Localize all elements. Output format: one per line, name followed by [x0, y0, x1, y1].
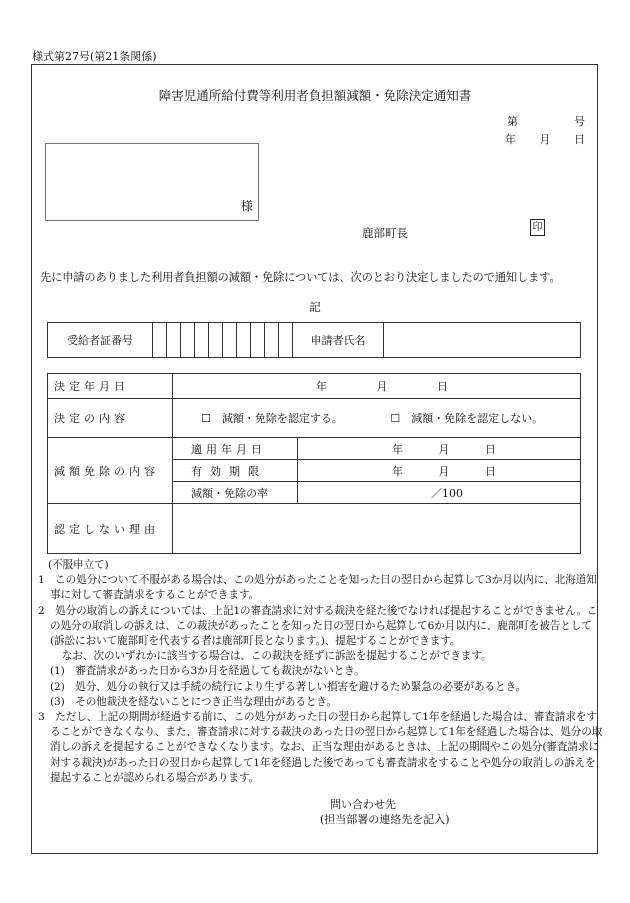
cert-digit-cell[interactable] — [195, 323, 209, 358]
valid-period-label: 有効期限 — [173, 460, 298, 482]
ki-marker: 記 — [309, 300, 321, 314]
decision-table — [47, 373, 581, 554]
rate-field[interactable] — [298, 482, 581, 504]
apply-year: 年 — [392, 442, 403, 456]
year-label: 年 — [505, 133, 516, 146]
intro-text: 先に申請のありました利用者負担額の減額・免除については、次のとおり決定しましたので通知します。 — [40, 271, 561, 284]
cert-digit-cell[interactable] — [153, 323, 167, 358]
note-1: 1 この処分について不服がある場合は、この処分があったことを知った日の翌日から起算して3か月以内に、北海道知事に対して審査請求をすることができます。 — [38, 574, 597, 602]
decision-month: 月 — [376, 380, 388, 393]
decision-content-field — [173, 399, 581, 438]
month-label: 月 — [539, 133, 551, 146]
inquiry-label: 問い合わせ先 — [330, 798, 396, 811]
cert-digit-cell[interactable] — [223, 323, 237, 358]
decision-date-label: 決定年月日 — [48, 374, 173, 399]
seal-mark: 印 — [530, 219, 545, 236]
cert-digit-cell[interactable] — [167, 323, 181, 358]
valid-day: 日 — [485, 464, 496, 478]
day-label: 日 — [574, 133, 585, 146]
note-2-item-1: (1) 審査請求があった日から3か月を経過しても裁決がないとき。 — [50, 665, 365, 678]
valid-month: 月 — [438, 464, 450, 478]
note-2: 2 処分の取消しの訴えについては、上記1の審査請求に対する裁決を経た後でなければ提起することができません。この処分の取消しの訴えは、この裁決があったことを知った日の翌日から起算して6か月以内に、鹿部町を被告として(訴訟において鹿部町を代表する者は鹿部町長となります。)、提起することができます。 — [38, 604, 598, 648]
approve-option[interactable]: ☐ 減額・免除を認定する。 — [201, 412, 343, 425]
cert-digit-cell[interactable] — [209, 323, 223, 358]
decision-date-field[interactable] — [173, 374, 581, 399]
addressee-box[interactable] — [45, 143, 259, 221]
cert-digit-cell[interactable] — [251, 323, 265, 358]
document-title: 障害児通所給付費等利用者負担額減額・免除決定通知書 — [158, 88, 472, 103]
decision-day: 日 — [437, 380, 448, 393]
go-label: 号 — [574, 115, 585, 128]
note-2-supplement: なお、次のいずれかに該当する場合は、この裁決を経ずに訴訟を提起することができます。 — [62, 650, 492, 663]
apply-month: 月 — [438, 442, 450, 456]
cert-digit-cell[interactable] — [265, 323, 279, 358]
apply-date-field[interactable] — [298, 438, 581, 460]
inquiry-block — [320, 797, 450, 827]
issuer-name: 鹿部町長 — [362, 226, 408, 240]
inquiry-note: (担当部署の連絡先を記入) — [320, 813, 450, 826]
cert-digit-cell[interactable] — [279, 323, 293, 358]
applicant-name-field[interactable] — [384, 323, 581, 358]
valid-year: 年 — [392, 464, 403, 478]
cert-number-label: 受給者証番号 — [48, 323, 153, 358]
decision-content-label: 決定の内容 — [48, 399, 173, 438]
reason-label: 認定しない理由 — [48, 504, 173, 554]
reason-field[interactable] — [173, 504, 581, 554]
notes-heading: (不服申立て) — [48, 559, 109, 571]
rate-denominator: ／100 — [431, 486, 463, 500]
note-3: 3 ただし、上記の期間が経過する前に、この処分があった日の翌日から起算して1年を経過した場合は、審査請求をすることができなくなり、また、審査請求に対する裁決のあった日の翌日から起算して1年を経過した場合は、処分の取消しの訴えを提起することができなくなります。なお、正当な理由があるときは、上記の期間やこの処分(審査請求に対する裁決)があった日の翌日から起算して1年を経過した後であっても審査請求をすることや処分の取消しの訴えを提起することが認められる場合があります。 — [38, 711, 603, 784]
document-number-block — [505, 113, 585, 149]
decision-year: 年 — [316, 380, 327, 393]
rate-label: 減額・免除の率 — [173, 482, 298, 504]
appeal-notes — [38, 558, 604, 786]
apply-day: 日 — [485, 442, 496, 456]
cert-digit-cell[interactable] — [237, 323, 251, 358]
note-2-item-2: (2) 処分、処分の執行又は手続の続行により生ずる著しい損害を避けるため緊急の必要があるとき。 — [50, 680, 527, 693]
note-2-item-3: (3) その他裁決を経ないことにつき正当な理由があるとき。 — [50, 695, 337, 708]
recipient-table — [47, 322, 581, 358]
reject-option[interactable]: ☐ 減額・免除を認定しない。 — [390, 412, 544, 425]
apply-date-label: 適用年月日 — [173, 438, 298, 460]
cert-digit-cell[interactable] — [181, 323, 195, 358]
applicant-name-label: 申請者氏名 — [293, 323, 384, 358]
dai-label: 第 — [507, 115, 518, 128]
reduction-content-label: 減額免除の内容 — [48, 438, 173, 504]
honorific-sama: 様 — [240, 199, 253, 213]
form-number-label: 様式第27号(第21条関係) — [32, 50, 157, 63]
valid-period-field[interactable] — [298, 460, 581, 482]
